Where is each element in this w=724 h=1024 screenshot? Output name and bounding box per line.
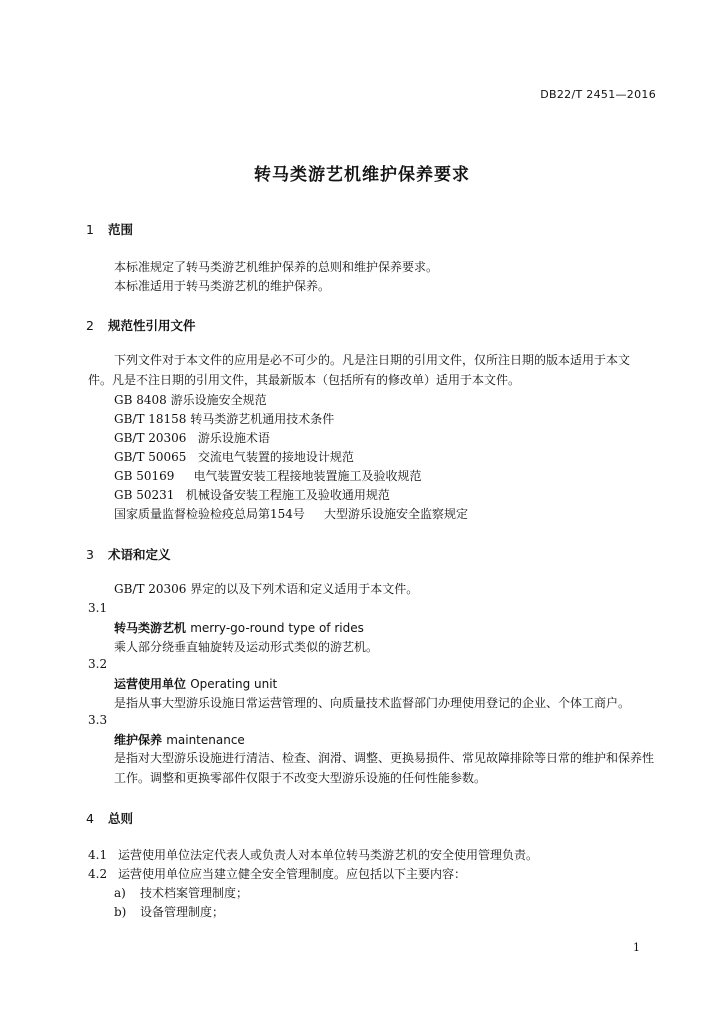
term-cn: 转马类游艺机 bbox=[114, 621, 187, 635]
term-definition: 是指对大型游乐设施进行清洁、检查、润滑、调整、更换易损件、常见故障排除等日常的维护和保养性工作。调整和更换零部件仅限于不改变大型游乐设施的任何性能参数。 bbox=[114, 751, 655, 785]
term-en: maintenance bbox=[166, 733, 245, 747]
clause-number: 4.1 bbox=[88, 848, 108, 862]
document-title: 转马类游艺机维护保养要求 bbox=[254, 165, 470, 185]
page-number: 1 bbox=[633, 941, 640, 954]
list-item bbox=[114, 884, 248, 901]
reference-item: GB 8408 游乐设施安全规范 bbox=[114, 393, 267, 407]
term-heading bbox=[114, 675, 277, 692]
term-heading bbox=[114, 619, 364, 636]
clause-4-1 bbox=[88, 846, 538, 863]
clause-text: 运营使用单位法定代表人或负责人对本单位转马类游艺机的安全使用管理负责。 bbox=[118, 848, 539, 862]
term-en: merry-go-round type of rides bbox=[190, 621, 364, 635]
section-3-heading bbox=[86, 545, 171, 563]
list-marker: b) bbox=[114, 905, 127, 919]
section-4-heading bbox=[86, 809, 133, 827]
clause-number: 4.2 bbox=[88, 867, 108, 881]
term-heading bbox=[114, 731, 245, 748]
term-en: Operating unit bbox=[190, 677, 278, 691]
list-text: 设备管理制度； bbox=[140, 905, 225, 919]
section-number: 1 bbox=[86, 222, 94, 237]
section-number: 2 bbox=[86, 318, 94, 333]
list-marker: a) bbox=[114, 886, 126, 900]
section-1-heading bbox=[86, 220, 133, 238]
reference-item: GB 50169 电气装置安装工程接地装置施工及验收规范 bbox=[114, 469, 422, 483]
section-number: 4 bbox=[86, 811, 94, 826]
reference-item: GB/T 50065 交流电气装置的接地设计规范 bbox=[114, 450, 354, 464]
section-title: 范围 bbox=[108, 222, 134, 237]
section-title: 总则 bbox=[108, 811, 134, 826]
list-text: 技术档案管理制度； bbox=[140, 886, 249, 900]
list-item bbox=[114, 903, 224, 920]
document-code: DB22/T 2451—2016 bbox=[540, 88, 656, 101]
section-2-heading bbox=[86, 316, 196, 334]
section-1-para-2: 本标准适用于转马类游艺机的维护保养。 bbox=[114, 279, 331, 293]
term-definition: 乘人部分绕垂直轴旋转及运动形式类似的游艺机。 bbox=[114, 640, 379, 654]
clause-4-2 bbox=[88, 865, 466, 882]
term-definition: 是指从事大型游乐设施日常运营管理的、向质量技术监督部门办理使用登记的企业、个体工商户。 bbox=[114, 696, 631, 710]
section-title: 术语和定义 bbox=[108, 547, 171, 562]
reference-item: 国家质量监督检验检疫总局第154号 大型游乐设施安全监察规定 bbox=[114, 507, 468, 521]
section-number: 3 bbox=[86, 547, 94, 562]
section-3-intro: GB/T 20306 界定的以及下列术语和定义适用于本文件。 bbox=[114, 582, 419, 596]
section-2-intro: 下列文件对于本文件的应用是必不可少的。凡是注日期的引用文件，仅所注日期的版本适用于本文件。凡是不注日期的引用文件，其最新版本（包括所有的修改单）适用于本文件。 bbox=[88, 353, 631, 387]
section-title: 规范性引用文件 bbox=[108, 318, 196, 333]
term-number: 3.3 bbox=[88, 713, 108, 727]
clause-text: 运营使用单位应当建立健全安全管理制度。应包括以下主要内容： bbox=[118, 867, 467, 881]
reference-item: GB/T 20306 游乐设施术语 bbox=[114, 431, 270, 445]
term-cn: 运营使用单位 bbox=[114, 677, 187, 691]
term-number: 3.1 bbox=[88, 601, 108, 615]
section-1-para-1: 本标准规定了转马类游艺机维护保养的总则和维护保养要求。 bbox=[114, 260, 439, 274]
reference-item: GB 50231 机械设备安装工程施工及验收通用规范 bbox=[114, 488, 390, 502]
term-number: 3.2 bbox=[88, 657, 108, 671]
reference-item: GB/T 18158 转马类游艺机通用技术条件 bbox=[114, 412, 335, 426]
term-cn: 维护保养 bbox=[114, 733, 163, 747]
